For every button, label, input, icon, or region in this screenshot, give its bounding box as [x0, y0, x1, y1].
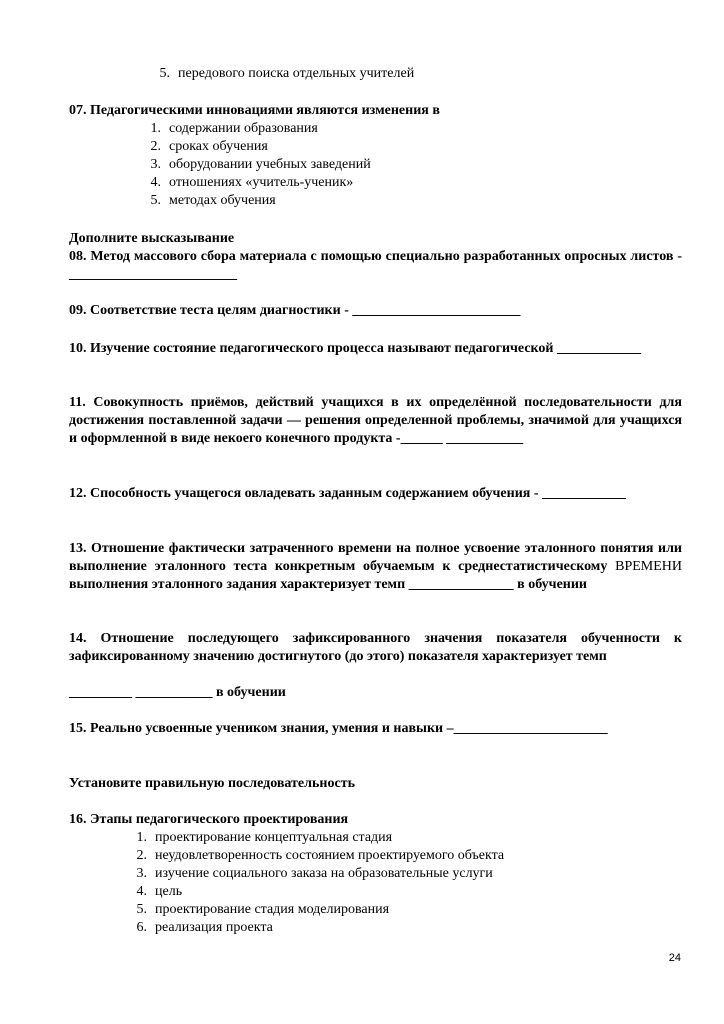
- list-item: [131, 901, 504, 919]
- question-12: 12. Способность учащегося овладевать заданным содержанием обучения - ____________: [69, 486, 627, 501]
- list-item: [131, 919, 504, 937]
- question-08: 08. Метод массового сбора материала с помощью специально разработанных опросных листов - ________________________: [69, 249, 682, 282]
- section-heading-complete: Дополните высказывание: [69, 231, 235, 246]
- list-item: [145, 120, 371, 138]
- item-text: проектирование стадия моделирования: [155, 902, 390, 917]
- list-item: [145, 138, 371, 156]
- item-text: передового поиска отдельных учителей: [178, 66, 415, 81]
- list-item: [131, 865, 504, 883]
- item-number: 5.: [159, 66, 170, 81]
- item-text: методах обучения: [169, 193, 276, 208]
- question-07-options: [145, 120, 371, 210]
- item-number: 3.: [150, 157, 161, 172]
- list-item: [145, 174, 371, 192]
- question-09: 09. Соответствие теста целям диагностики - ________________________: [69, 303, 521, 318]
- question-13: [69, 540, 682, 594]
- question-14-blanks: _________ ___________ в обучении: [69, 685, 286, 700]
- list-item: [145, 156, 371, 174]
- list-item: [154, 65, 414, 83]
- question-13-word: ВРЕМЕНИ: [615, 559, 683, 574]
- question-07-title: 07. Педагогическими инновациями являются изменения в: [69, 103, 440, 118]
- question-16-title: 16. Этапы педагогического проектирования: [69, 812, 349, 827]
- item-number: 5.: [150, 193, 161, 208]
- item-number: 4.: [150, 175, 161, 190]
- item-number: 1.: [136, 830, 147, 845]
- item-text: реализация проекта: [155, 920, 273, 935]
- item-text: цель: [155, 884, 183, 899]
- item-text: неудовлетворенность состоянием проектируемого объекта: [155, 848, 505, 863]
- item-number: 1.: [150, 121, 161, 136]
- item-text: изучение социального заказа на образовательные услуги: [155, 866, 493, 881]
- item-number: 2.: [136, 848, 147, 863]
- item-text: оборудовании учебных заведений: [169, 157, 371, 172]
- section-heading-sequence: Установите правильную последовательность: [69, 776, 355, 791]
- list-item: [131, 829, 504, 847]
- item-number: 6.: [136, 920, 147, 935]
- list-item: [131, 847, 504, 865]
- item-text: сроках обучения: [169, 139, 268, 154]
- question-13-tail: выполнения эталонного задания характеризует темп _______________ в обучении: [69, 577, 587, 592]
- question-10: 10. Изучение состояние педагогического процесса называют педагогической ____________: [69, 341, 641, 356]
- item-number: 2.: [150, 139, 161, 154]
- question-11: 11. Совокупность приёмов, действий учащихся в их определённой последовательности для достижения поставленной задачи — решения определенной проблемы, значимой для учащихся и оформленной в виде некоего конечного продукта -______ ___________: [69, 395, 682, 446]
- list-item: [145, 192, 371, 210]
- question-14: 14. Отношение последующего зафиксированного значения показателя обученности к зафиксированному значению достигнутого (до этого) показателя характеризует темп: [69, 631, 682, 664]
- page-number: 24: [668, 952, 681, 964]
- item-number: 4.: [136, 884, 147, 899]
- item-text: отношениях «учитель-ученик»: [169, 175, 354, 190]
- item-number: 3.: [136, 866, 147, 881]
- item-number: 5.: [136, 902, 147, 917]
- question-15: 15. Реально усвоенные учеником знания, умения и навыки –______________________: [69, 721, 608, 736]
- question-13-text: 13. Отношение фактически затраченного времени на полное усвоение эталонного понятия или выполнение эталонного теста конкретным обучаемым к среднестатистическому: [69, 541, 682, 574]
- item-text: содержании образования: [169, 121, 318, 136]
- list-item: [131, 883, 504, 901]
- question-16-options: [131, 829, 504, 937]
- item-text: проектирование концептуальная стадия: [155, 830, 393, 845]
- option-list: [154, 65, 414, 83]
